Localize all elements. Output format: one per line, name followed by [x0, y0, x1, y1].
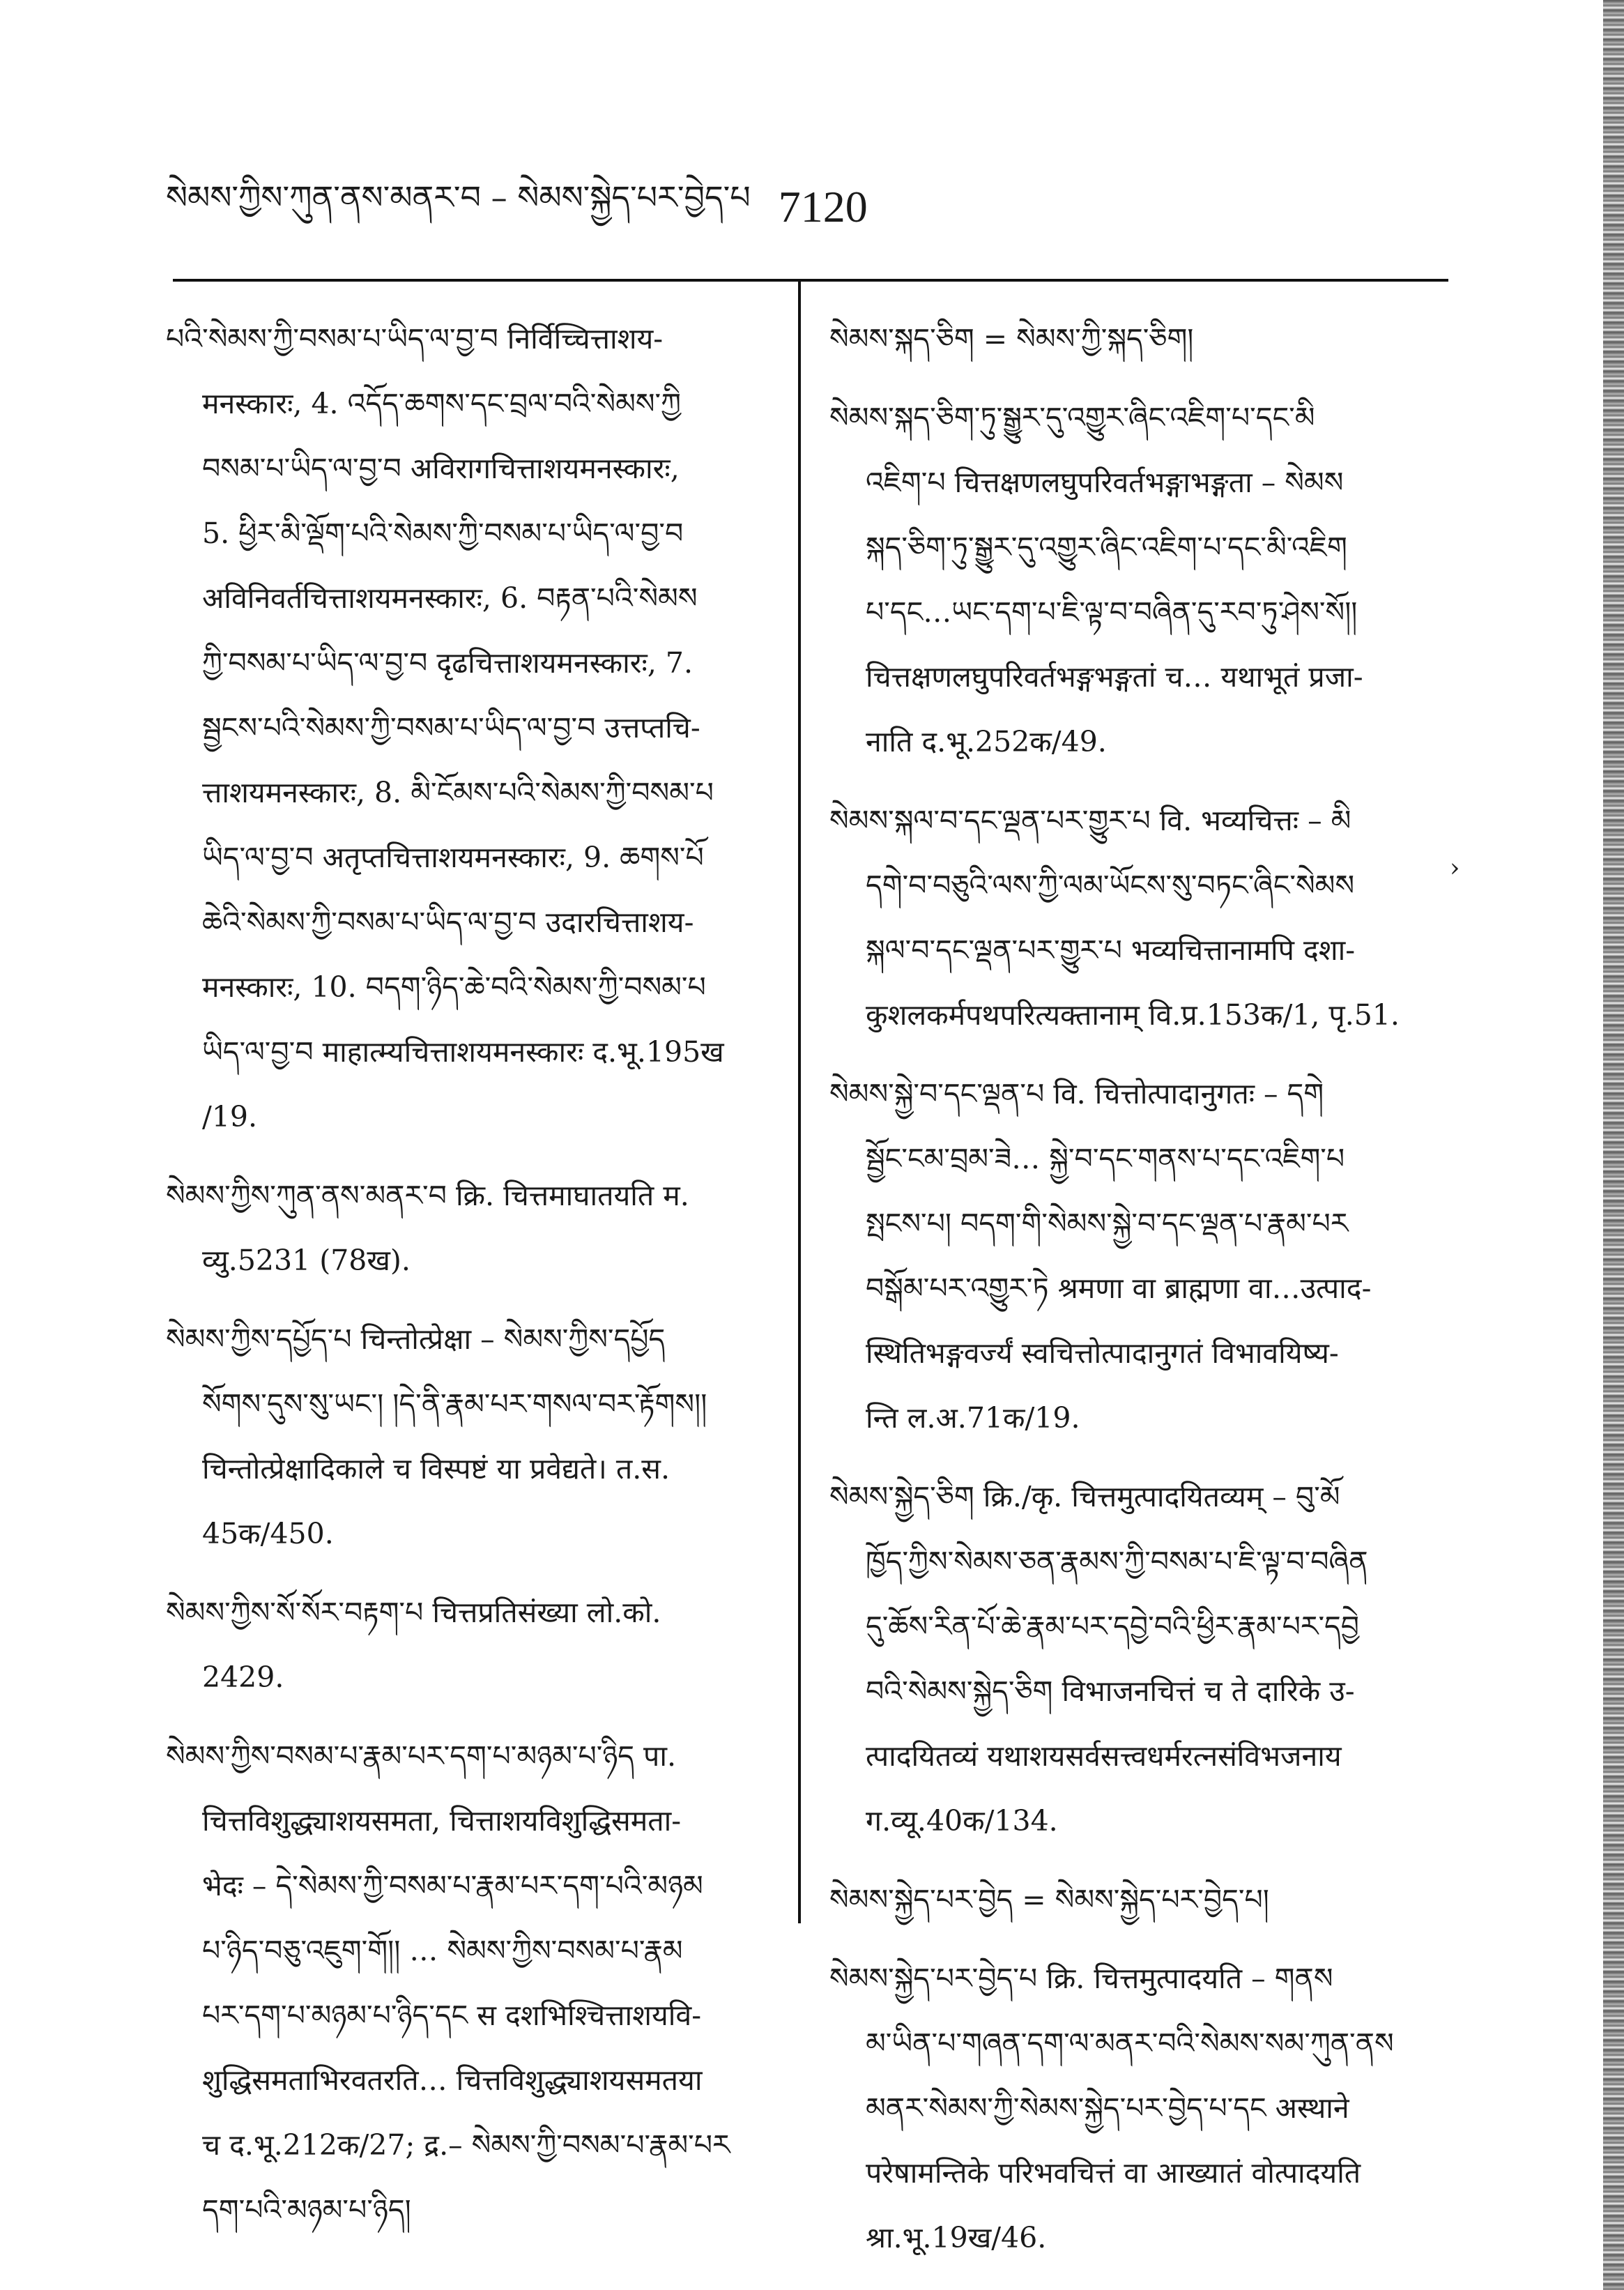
dictionary-entry	[829, 1465, 1450, 1854]
entry-headword-line: སེམས་སྐྱེད་པར་བྱེད་པ क्रि. चित्तमुत्पादयति – གནས	[829, 1962, 1333, 1995]
entry-line: ཡིད་ལ་བྱ་བ अतृप्तचित्ताशयमनस्कारः, 9. ཆགས་པོ	[202, 841, 704, 874]
entry-line: चिन्तोत्प्रेक्षादिकाले च विस्पष्टं या प्रवेद्यते। त.स.	[202, 1452, 671, 1486]
header-headword-range: སེམས་ཀྱིས་ཀུན་ནས་མནར་བ – སེམས་སྐྱེད་པར་བྱེད་པ	[166, 178, 751, 216]
entry-headword-line: སེམས་སྐད་ཅིག་ཏུ་སྒྱུར་དུ་འགྱུར་ཞིང་འཇིག་པ་དང་མི	[829, 401, 1315, 434]
entry-line: चित्तविशुद्ध्याशयसमता, चित्ताशयविशुद्धिसमता-	[202, 1804, 682, 1838]
entry-line: སྐད་ཅིག་ཏུ་སྒྱུར་དུ་འགྱུར་ཞིང་འཇིག་པ་དང་མི་འཇིག	[866, 530, 1347, 564]
entry-line: 2429.	[202, 1661, 284, 1694]
entry-line: སྐལ་བ་དང་ལྡན་པར་གྱུར་པ भव्यचित्तानामपि दशा-	[866, 933, 1356, 967]
dictionary-entry	[166, 307, 779, 1150]
entry-line: मनस्कारः, 4. འདོད་ཆགས་དང་བྲལ་བའི་སེམས་ཀྱི	[202, 387, 682, 420]
dictionary-entry	[829, 1062, 1450, 1451]
dictionary-entry	[829, 386, 1450, 774]
dictionary-entry	[166, 1307, 779, 1566]
entry-line: བའི་སེམས་སྐྱེད་ཅིག विभाजनचित्तं च ते दारिके उ-	[866, 1674, 1355, 1708]
entry-line: ཀྱི་བསམ་པ་ཡིད་ལ་བྱ་བ दृढचित्ताशयमनस्कारः, 7.	[202, 646, 693, 680]
entry-line: अविनिवर्तचित्ताशयमनस्कारः, 6. བརྟན་པའི་སེམས	[202, 581, 698, 615]
entry-headword-line: སེམས་ཀྱིས་ཀུན་ནས་མནར་བ क्रि. चित्तमाघातयति म.	[166, 1179, 689, 1212]
entry-line: དུ་ཆོས་རིན་པོ་ཆེ་རྣམ་པར་དབྱེ་བའི་ཕྱིར་རྣམ་པར་དབྱེ	[866, 1610, 1360, 1643]
entry-headword-line: སེམས་སྐད་ཅིག = སེམས་ཀྱི་སྐད་ཅིག།	[829, 322, 1194, 356]
entry-line: འཇིག་པ चित्तक्षणलघुपरिवर्तभङ्गाभङ्गता – སེམས	[866, 466, 1344, 499]
dictionary-entry	[166, 1163, 779, 1293]
entry-line: शुद्धिसमताभिरवतरति… चित्तविशुद्ध्याशयसमतया	[202, 2063, 703, 2097]
entry-line: श्रा.भू.19ख/46.	[866, 2221, 1047, 2254]
entry-line: त्पादयितव्यं यथाशयसर्वसत्त्वधर्मरत्नसंविभजनाय	[866, 1739, 1342, 1773]
entry-line: ग.व्यू.40क/134.	[866, 1804, 1058, 1838]
entry-headword-line: པའི་སེམས་ཀྱི་བསམ་པ་ཡིད་ལ་བྱ་བ निर्विच्चित्ताशय-	[166, 322, 664, 356]
entry-headword-line: སེམས་སྐལ་བ་དང་ལྡན་པར་གྱུར་པ वि. भव्यचित्तः – མི	[829, 804, 1351, 837]
entry-line: चित्तक्षणलघुपरिवर्तभङ्गभङ्गतां च… यथाभूतं प्रजा-	[866, 660, 1363, 694]
running-header	[166, 176, 1448, 238]
entry-line: བསམ་པ་ཡིད་ལ་བྱ་བ अविरागचित्ताशयमनस्कारः,	[202, 452, 680, 485]
right-column	[829, 307, 1450, 2284]
entry-line: སྦྱོང་ངམ་བྲམ་ཟེ… སྐྱེ་བ་དང་གནས་པ་དང་འཇིག་པ	[866, 1142, 1345, 1175]
entry-line: པར་དག་པ་མཉམ་པ་ཉིད་དང स दशभिश्चित्ताशयवि-	[202, 1999, 702, 2032]
entry-line: པ་དང…ཡང་དག་པ་ཇི་ལྟ་བ་བཞིན་དུ་རབ་ཏུ་ཤེས་སོ།།	[866, 595, 1358, 629]
entry-line: སྤངས་པ། བདག་གི་སེམས་སྐྱེ་བ་དང་ལྡན་པ་རྣམ་པར	[866, 1207, 1349, 1240]
dictionary-entry	[829, 307, 1450, 372]
dictionary-entry	[166, 1724, 779, 2243]
entry-line: व्यु.5231 (78ख).	[202, 1244, 411, 1277]
entry-line: च द.भू.212क/27; द्र.– སེམས་ཀྱི་བསམ་པ་རྣམ་པར	[202, 2128, 730, 2162]
entry-line: སོགས་དུས་སུ་ཡང་། །དེ་ནི་རྣམ་པར་གསལ་བར་རྟོགས།།	[202, 1387, 707, 1421]
entry-line: /19.	[202, 1100, 258, 1133]
entry-line: कुशलकर्मपथपरित्यक्तानाम् वि.प्र.153क/1, पृ.51.	[866, 998, 1400, 1032]
entry-line: न्ति ल.अ.71क/19.	[866, 1401, 1080, 1435]
entry-line: त्ताशयमनस्कारः, 8. མི་ངོམས་པའི་སེམས་ཀྱི་བསམ་པ	[202, 776, 714, 809]
entry-line: ཆེའི་སེམས་ཀྱི་བསམ་པ་ཡིད་ལ་བྱ་བ उदारचित्ताशय-	[202, 906, 694, 939]
entry-line: མནར་སེམས་ཀྱི་སེམས་སྐྱེད་པར་བྱེད་པ་དང अस्थाने	[866, 2091, 1349, 2125]
entry-line: སྦྱངས་པའི་སེམས་ཀྱི་བསམ་པ་ཡིད་ལ་བྱ་བ उत्तप्तचि-	[202, 711, 700, 745]
dictionary-entry	[166, 1580, 779, 1710]
dictionary-entry	[829, 788, 1450, 1048]
entry-line: स्थितिभङ्गवर्ज्यं स्वचित्तोत्पादानुगतं विभावयिष्य-	[866, 1336, 1339, 1370]
entry-line: मनस्कारः, 10. བདག་ཉིད་ཆེ་བའི་སེམས་ཀྱི་བསམ་པ	[202, 970, 706, 1004]
entry-line: ཁྱོད་ཀྱིས་སེམས་ཅན་རྣམས་ཀྱི་བསམ་པ་ཇི་ལྟ་བ་བཞིན	[866, 1545, 1368, 1578]
margin-mark: ›	[1450, 854, 1460, 883]
entry-headword-line: སེམས་ཀྱིས་སོ་སོར་བརྟག་པ चित्तप्रतिसंख्या लो.को.	[166, 1596, 661, 1629]
entry-headword-line: སེམས་སྐྱེད་ཅིག क्रि./कृ. चित्तमुत्पादयितव्यम् – བུ་མོ	[829, 1480, 1340, 1513]
entry-line: དགེ་བ་བཅུའི་ལས་ཀྱི་ལམ་ཡོངས་སུ་བཏང་ཞིང་སེམས	[866, 869, 1355, 902]
left-column	[166, 307, 779, 2257]
entry-line: 5. ཕྱིར་མི་ལྡོག་པའི་སེམས་ཀྱི་བསམ་པ་ཡིད་ལ་བྱ་བ	[202, 517, 684, 550]
entry-line: མ་ཡིན་པ་གཞན་དག་ལ་མནར་བའི་སེམས་སམ་ཀུན་ནས	[866, 2026, 1394, 2060]
page-number: 7120	[778, 182, 868, 231]
entry-line: པ་ཉིད་བཅུ་འཇུག་གོ།། … སེམས་ཀྱིས་བསམ་པ་རྣམ	[202, 1934, 683, 1967]
entry-line: परेषामन्तिके परिभवचित्तं वा आख्यातं वोत्पादयति	[866, 2156, 1361, 2190]
dictionary-entry	[829, 1868, 1450, 1932]
header-rule	[173, 279, 1448, 282]
entry-line: भेदः – དེ་སེམས་ཀྱི་བསམ་པ་རྣམ་པར་དག་པའི་མཉམ	[202, 1869, 703, 1902]
dictionary-entry	[829, 1946, 1450, 2270]
scan-edge	[1603, 0, 1624, 2290]
entry-line: དག་པའི་མཉམ་པ་ཉིད།	[202, 2193, 411, 2227]
entry-line: བསྒོམ་པར་འགྱུར་ཏེ श्रमणा वा ब्राह्मणा वा…उत्पाद-	[866, 1272, 1372, 1305]
entry-headword-line: སེམས་ཀྱིས་དཔྱོད་པ चिन्तोत्प्रेक्षा – སེམས་ཀྱིས་དཔྱོད	[166, 1322, 666, 1356]
column-divider	[798, 282, 801, 1923]
entry-headword-line: སེམས་ཀྱིས་བསམ་པ་རྣམ་པར་དག་པ་མཉམ་པ་ཉིད पा.	[166, 1739, 677, 1773]
entry-headword-line: སེམས་སྐྱེ་བ་དང་ལྡན་པ वि. चित्तोत्पादानुगतः – དགེ	[829, 1077, 1324, 1110]
entry-line: 45क/450.	[202, 1517, 334, 1550]
entry-headword-line: སེམས་སྐྱེད་པར་བྱེད = སེམས་སྐྱེད་པར་བྱེད་པ།	[829, 1883, 1269, 1916]
entry-line: नाति द.भू.252क/49.	[866, 725, 1107, 758]
entry-line: ཡིད་ལ་བྱ་བ माहात्म्यचित्ताशयमनस्कारः द.भू.195ख	[202, 1035, 724, 1069]
